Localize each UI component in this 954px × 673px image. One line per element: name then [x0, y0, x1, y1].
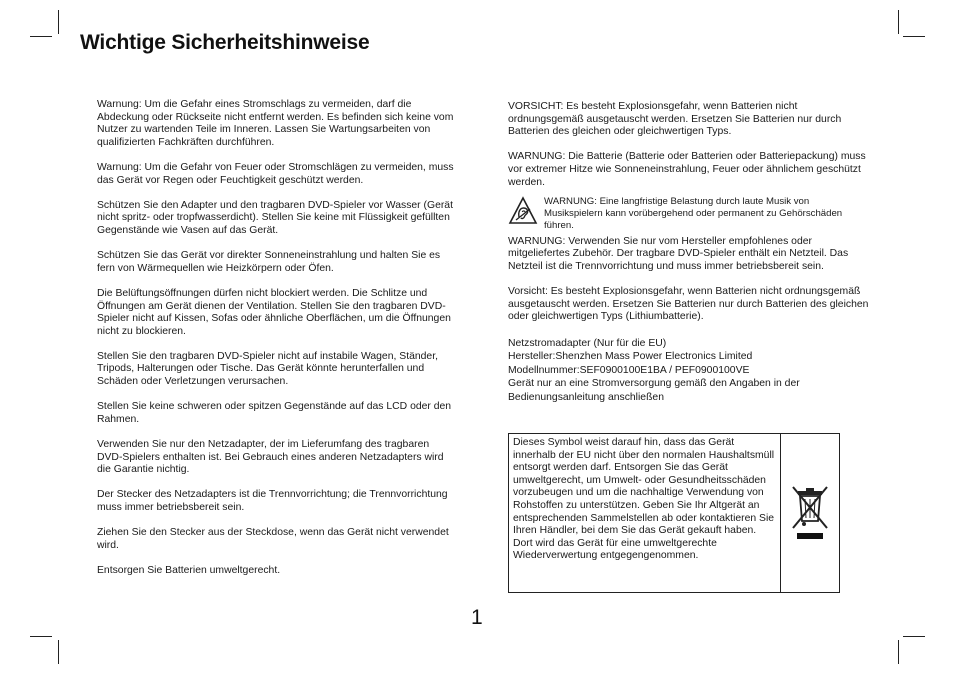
paragraph: Schützen Sie das Gerät vor direkter Sonneneinstrahlung und halten Sie es fern von Wärmequellen wie Heizkörpern oder Öfen. [97, 250, 441, 274]
power-adapter-info [508, 337, 870, 405]
weee-icon-cell [781, 434, 839, 592]
paragraph: Die Belüftungsöffnungen dürfen nicht blockiert werden. Die Schlitze und Öffnungen am Gerät dienen der Ventilation. Stellen Sie den tragbaren DVD-Spieler nicht auf Kissen, Sofas oder ähnliche Oberflächen, um die Öffnungen nicht zu blockieren. [97, 287, 451, 337]
right-column [508, 101, 870, 404]
weee-notice-text: Dieses Symbol weist darauf hin, dass das Gerät innerhalb der EU nicht über den normalen Haushaltsmüll entsorgt werden darf. Entsorgen Sie das Gerät umweltgerecht, um Umwelt- oder Gesundheitsschäden vorzubeugen und um die nachhaltige Verwendung von Rohstoffen zu unterstützen. Geben Sie Ihr Altgerät an entsprechenden Sammelstellen ab oder kontaktieren Sie Ihren Händler, bei dem Sie das Gerät gekauft haben. Dort wird das Gerät für eine umweltgerechte Wiederverwertung entgegengenommen. [509, 434, 781, 592]
hearing-damage-icon [508, 196, 538, 226]
crop-mark [898, 10, 899, 34]
left-column [97, 99, 455, 590]
psu-model: Modellnummer:SEF0900100E1BA / PEF0900100VE [508, 364, 750, 376]
crop-mark [903, 36, 925, 37]
weee-crossed-bin-icon [790, 485, 830, 541]
paragraph: Schützen Sie den Adapter und den tragbaren DVD-Spieler vor Wasser (Gerät nicht spritz- oder tropfwasserdicht). Stellen Sie keine mit Flüssigkeit gefüllten Gegenstände wie Vasen auf das Gerät. [97, 199, 453, 236]
paragraph: Ziehen Sie den Stecker aus der Steckdose, wenn das Gerät nicht verwendet wird. [97, 527, 449, 551]
psu-note: Gerät nur an eine Stromversorgung gemäß den Angaben in der Bedienungsanleitung anschließen [508, 378, 800, 403]
paragraph: VORSICHT: Es besteht Explosionsgefahr, wenn Batterien nicht ordnungsgemäß ausgetauscht werden. Ersetzen Sie Batterien nur durch Batterien des gleichen oder gleichwertigen Typs. [508, 101, 842, 138]
weee-notice-box [508, 433, 840, 593]
paragraph: WARNUNG: Die Batterie (Batterie oder Batterien oder Batteriepackung) muss vor extremer Hitze wie Sonneneinstrahlung, Feuer oder ähnlichem geschützt werden. [508, 151, 866, 188]
psu-manufacturer: Hersteller:Shenzhen Mass Power Electronics Limited [508, 351, 753, 363]
paragraph: Warnung: Um die Gefahr eines Stromschlags zu vermeiden, darf die Abdeckung oder Rückseite nicht entfernt werden. Es befinden sich keine vom Nutzer zu wartenden Teile im Inneren. Lassen Sie Wartungsarbeiten von qualifizierten Fachkräften durchführen. [97, 99, 454, 148]
paragraph: Verwenden Sie nur den Netzadapter, der im Lieferumfang des tragbaren DVD-Spielers enthalten ist. Bei Gebrauch eines anderen Netzadapters wird die Garantie nichtig. [97, 439, 444, 476]
paragraph: Stellen Sie den tragbaren DVD-Spieler nicht auf instabile Wagen, Ständer, Tripods, Halterungen oder Tische. Das Gerät könnte herunterfallen und Schäden oder Verletzungen verursachen. [97, 350, 438, 388]
crop-mark [30, 36, 52, 37]
hearing-warning [508, 196, 870, 232]
crop-mark [898, 640, 899, 664]
paragraph: Warnung: Um die Gefahr von Feuer oder Stromschlägen zu vermeiden, muss das Gerät vor Regen oder Feuchtigkeit geschützt werden. [97, 161, 454, 186]
page-number: 1 [471, 606, 483, 629]
crop-mark [58, 640, 59, 664]
crop-mark [30, 636, 52, 637]
hearing-warning-text: WARNUNG: Eine langfristige Belastung durch laute Musik von Musikspielern kann vorübergehend oder permanent zu Gehörschäden führen. [544, 195, 843, 231]
psu-heading: Netzstromadapter (Nur für die EU) [508, 337, 667, 349]
crop-mark [58, 10, 59, 34]
crop-mark [903, 636, 925, 637]
paragraph: Vorsicht: Es besteht Explosionsgefahr, wenn Batterien nicht ordnungsgemäß ausgetauscht werden. Ersetzen Sie Batterien nur durch Batterien des gleichen oder gleichwertigen Typs (Lithiumbatterie). [508, 286, 869, 323]
page-title: Wichtige Sicherheitshinweise [80, 31, 370, 54]
paragraph: WARNUNG: Verwenden Sie nur vom Hersteller empfohlenes oder mitgeliefertes Zubehör. Der tragbare DVD-Spieler enthält ein Netzteil. Das Netzteil ist die Trennvorrichtung und muss immer betriebsbereit sein. [508, 235, 849, 272]
paragraph: Stellen Sie keine schweren oder spitzen Gegenstände auf das LCD oder den Rahmen. [97, 401, 452, 425]
paragraph: Entsorgen Sie Batterien umweltgerecht. [97, 564, 281, 576]
paragraph: Der Stecker des Netzadapters ist die Trennvorrichtung; die Trennvorrichtung muss immer betriebsbereit sein. [97, 489, 448, 513]
